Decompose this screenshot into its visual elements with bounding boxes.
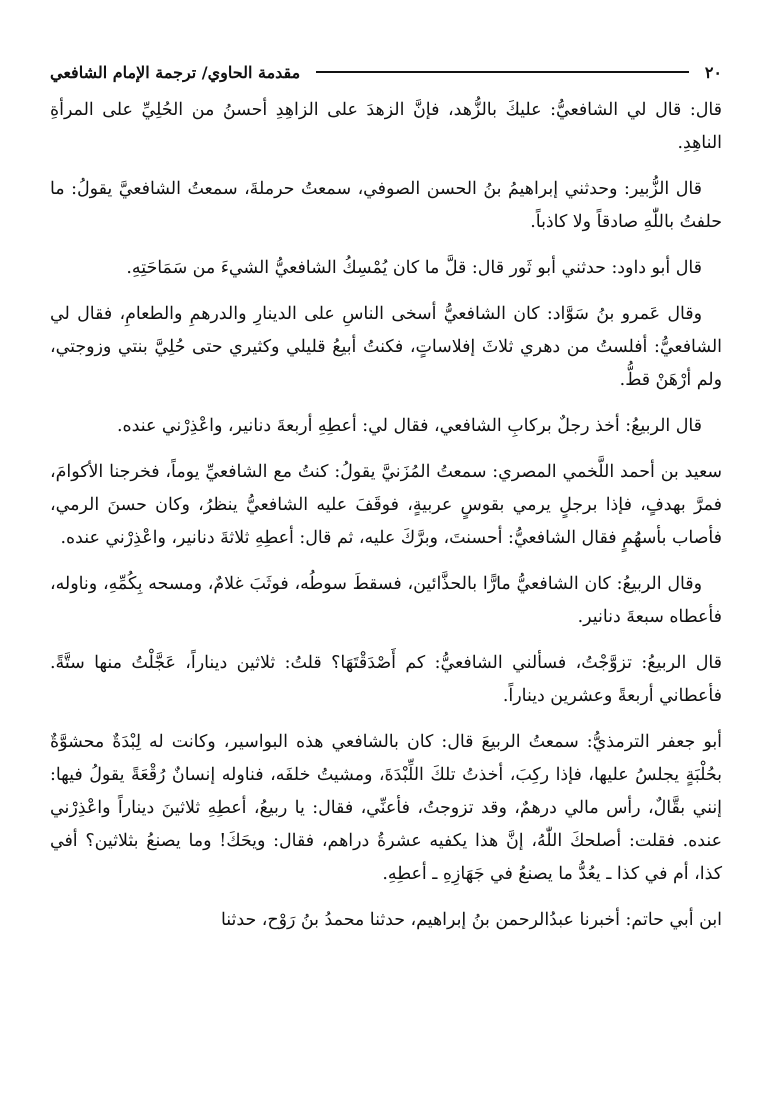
- page-header: [50, 58, 722, 86]
- running-title: مقدمة الحاوي/ ترجمة الإمام الشافعي: [50, 62, 301, 82]
- paragraph: أبو جعفر الترمذيُّ: سمعتُ الربيعَ قال: كان بالشافعي هذه البواسير، وكانت له لِبْدَةٌ محشوَّةٌ بحُلْبَةٍ يجلسُ عليها، فإذا ركِبَ، أخذتُ تلكَ اللِّبْدَةَ، ومشيتُ خلفَه، فناوله إنسانٌ رُقْعَةً يقولُ فيها: إنني بقَّالٌ، رأس مالي درهمٌ، وقد تزوجتُ، فأعنِّي، فقال: يا ربيعُ، أعطِهِ ثلاثينَ ديناراً واعْذِرْني عنده. فقلت: أصلحكَ اللّٰهُ، إنَّ هذا يكفيه عشرةُ دراهم، فقال: ويحَكَ! وما يصنعُ بثلاثين؟ أفي كذا، أم في كذا ـ يعُدُّ ما يصنعُ في جَهَازِهِ ـ أعطِهِ.: [50, 732, 722, 884]
- paragraph: ابن أبي حاتم: أخبرنا عبدُالرحمن بنُ إبراهيم، حدثنا محمدُ بنُ رَوْح، حدثنا: [220, 910, 722, 930]
- paragraph: سعيد بن أحمد اللَّخمي المصري: سمعتُ المُزَنيَّ يقولُ: كنتُ مع الشافعيِّ يوماً، فخرجنا الأكوامَ، فمرَّ بهدفٍ، فإذا برجلٍ يرمي بقوسٍ عربيةٍ، فوقَفَ عليه الشافعيُّ ينظرُ، وكان حسنَ الرمي، فأصاب بأسهُمٍ فقال الشافعيُّ: أحسنتَ، وبرَّكَ عليه، ثم قال: أعطِهِ ثلاثةَ دنانير، واعْذِرْني عنده.: [50, 462, 722, 548]
- paragraph: قال: قال لي الشافعيُّ: عليكَ بالزُّهد، فإنَّ الزهدَ على الزاهِدِ أحسنُ من الحُلِيِّ على المرأةِ الناهِدِ.: [50, 100, 722, 153]
- paragraph: قال أبو داود: حدثني أبو ثَور قال: قلَّ ما كان يُمْسِكُ الشافعيُّ الشيءَ من سَمَاحَتِهِ.: [126, 258, 702, 278]
- body-text: [50, 94, 722, 937]
- paragraph: وقال الربيعُ: كان الشافعيُّ مارًّا بالحذَّائين، فسقطَ سوطُه، فوثَبَ غلامٌ، ومسحه بِكُمِّهِ، وناوله، فأعطاه سبعةَ دنانير.: [50, 574, 722, 627]
- book-page: [50, 58, 722, 950]
- paragraph: قال الربيعُ: أخذ رجلٌ بركابِ الشافعي، فقال لي: أعطِهِ أربعةَ دنانير، واعْذِرْني عنده.: [117, 416, 702, 436]
- paragraph: قال الربيعُ: تزوَّجْتُ، فسألني الشافعيُّ: كم أَصْدَقْتَهَا؟ قلتُ: ثلاثين ديناراً، عَجَّلْتُ منها ستَّةً. فأعطاني أربعةً وعشرين ديناراً.: [50, 653, 722, 706]
- header-rule: [316, 71, 689, 73]
- paragraph: وقال عَمرو بنُ سَوَّاد: كان الشافعيُّ أسخى الناسِ على الدينارِ والدرهمِ والطعامِ، فقال لي الشافعيُّ: أفلستُ من دهري ثلاثَ إفلاساتٍ، فكنتُ أبيعُ قليلي وكثيري حتى حُلِيَّ بنتي وزوجتي، ولم أرْهَنْ قطُّ.: [50, 304, 722, 390]
- page-number: ٢٠: [704, 62, 722, 82]
- paragraph: قال الزُّبير: وحدثني إبراهيمُ بنُ الحسن الصوفي، سمعتُ حرملةَ، سمعتُ الشافعيَّ يقولُ: ما حلفتُ باللّٰهِ صادقاً ولا كاذباً.: [50, 179, 722, 232]
